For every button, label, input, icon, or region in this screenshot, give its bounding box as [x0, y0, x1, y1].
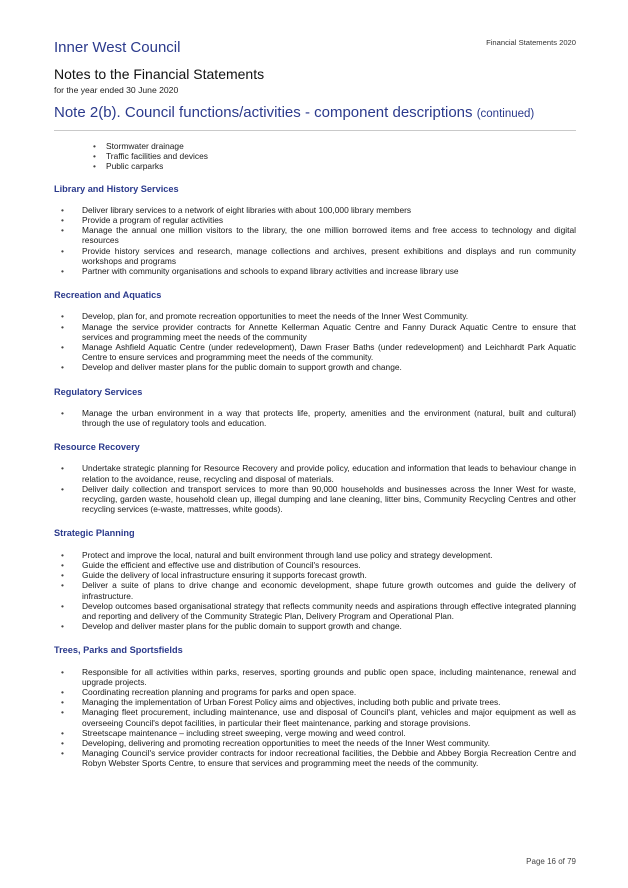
list-item: • Deliver daily collection and transport services to more than 90,000 households and businesses across the Inner West for waste, recycling, garden waste, household clean up, illegal dumping and lane cleaning, litter bins, Community Recycling Centres and other recycling services (e-waste, mattresses, white goods).: [58, 484, 576, 515]
document-label: Financial Statements 2020: [486, 38, 576, 47]
section-heading-resource-recovery: Resource Recovery: [54, 442, 140, 453]
section-heading-strategic-planning: Strategic Planning: [54, 528, 135, 539]
section-heading-trees-parks: Trees, Parks and Sportsfields: [54, 645, 183, 656]
list-item: • Partner with community organisations and schools to expand library activities and increase library use: [58, 266, 576, 276]
list-item: • Develop outcomes based organisational strategy that reflects community needs and aspirations through effective integrated planning and reporting and delivery of the Community Strategic Plan, Delivery Program and Operational Plan.: [58, 601, 576, 621]
list-item: • Develop and deliver master plans for the public domain to support growth and change.: [58, 362, 576, 372]
reporting-period: for the year ended 30 June 2020: [54, 85, 179, 95]
list-item: • Developing, delivering and promoting recreation opportunities to meet the needs of the Inner West community.: [58, 738, 576, 748]
note-heading: [54, 104, 534, 121]
list-item: • Undertake strategic planning for Resource Recovery and provide policy, education and information that leads to behaviour change in relation to the avoidance, reuse, recycling and disposal of materials.: [58, 463, 576, 483]
heading-divider: [54, 130, 576, 131]
list-item: • Manage Ashfield Aquatic Centre (under redevelopment), Dawn Fraser Baths (under redevelopment) and Leichhardt Park Aquatic Centre to ensure services and programming meet the needs of the community.: [58, 342, 576, 362]
list-item: • Develop and deliver master plans for the public domain to support growth and change.: [58, 621, 576, 631]
section-heading-library: Library and History Services: [54, 183, 179, 194]
strategic-planning-list: [54, 550, 576, 632]
list-item: • Responsible for all activities within parks, reserves, sporting grounds and public open space, including maintenance, renewal and upgrade projects.: [58, 667, 576, 687]
list-item: • Traffic facilities and devices: [93, 151, 576, 161]
note-heading-text: Note 2(b). Council functions/activities - component descriptions: [54, 104, 473, 121]
trees-parks-list: [54, 667, 576, 769]
list-item: • Manage the urban environment in a way that protects life, property, amenities and the environment (natural, built and cultural) through the use of regulatory tools and education.: [58, 408, 576, 428]
list-item: • Protect and improve the local, natural and built environment through land use policy and strategy development.: [58, 550, 576, 560]
list-item: • Manage the annual one million visitors to the library, the one million borrowed items and free access to technology and digital resources: [58, 225, 576, 245]
council-name: Inner West Council: [54, 39, 181, 56]
list-item: • Guide the delivery of local infrastructure ensuring it supports forecast growth.: [58, 570, 576, 580]
list-item: • Provide history services and research, manage collections and archives, present exhibitions and displays and run community workshops and programs: [58, 246, 576, 266]
list-item: • Coordinating recreation planning and programs for parks and open space.: [58, 687, 576, 697]
list-item: • Managing Council's service provider contracts for indoor recreational facilities, the Debbie and Abbey Borgia Recreation Centre and Robyn Webster Sports Centre, to ensure that services and programming meet the needs of the community.: [58, 748, 576, 768]
list-item: • Stormwater drainage: [93, 141, 576, 151]
section-heading-regulatory: Regulatory Services: [54, 386, 143, 397]
list-item: • Public carparks: [93, 161, 576, 171]
list-item: • Deliver library services to a network of eight libraries with about 100,000 library members: [58, 205, 576, 215]
list-item: • Streetscape maintenance – including street sweeping, verge mowing and weed control.: [58, 728, 576, 738]
list-item: • Guide the efficient and effective use and distribution of Council's resources.: [58, 560, 576, 570]
intro-list: [93, 141, 576, 172]
library-list: [54, 205, 576, 276]
list-item: • Managing fleet procurement, including maintenance, use and disposal of Council's plant, vehicles and major equipment as well as overseeing Council's depot facilities, in particular their fleet maintenance, parking and storage provisions.: [58, 707, 576, 727]
section-heading-recreation: Recreation and Aquatics: [54, 290, 162, 301]
list-item: • Managing the implementation of Urban Forest Policy aims and objectives, including both public and private trees.: [58, 697, 576, 707]
page-number: Page 16 of 79: [526, 857, 576, 866]
list-item: • Manage the service provider contracts for Annette Kellerman Aquatic Centre and Fanny Durack Aquatic Centre to ensure that services and programming meet the needs of the community: [58, 322, 576, 342]
list-item: • Deliver a suite of plans to drive change and economic development, shape future growth outcomes and guide the delivery of infrastructure.: [58, 580, 576, 600]
note-continued-label: (continued): [476, 108, 535, 120]
list-item: • Develop, plan for, and promote recreation opportunities to meet the needs of the Inner West Community.: [58, 311, 576, 321]
regulatory-list: [54, 408, 576, 428]
notes-content: [54, 141, 576, 769]
resource-recovery-list: [54, 463, 576, 514]
page-title: Notes to the Financial Statements: [54, 66, 265, 82]
list-item: • Provide a program of regular activities: [58, 215, 576, 225]
recreation-list: [54, 311, 576, 372]
